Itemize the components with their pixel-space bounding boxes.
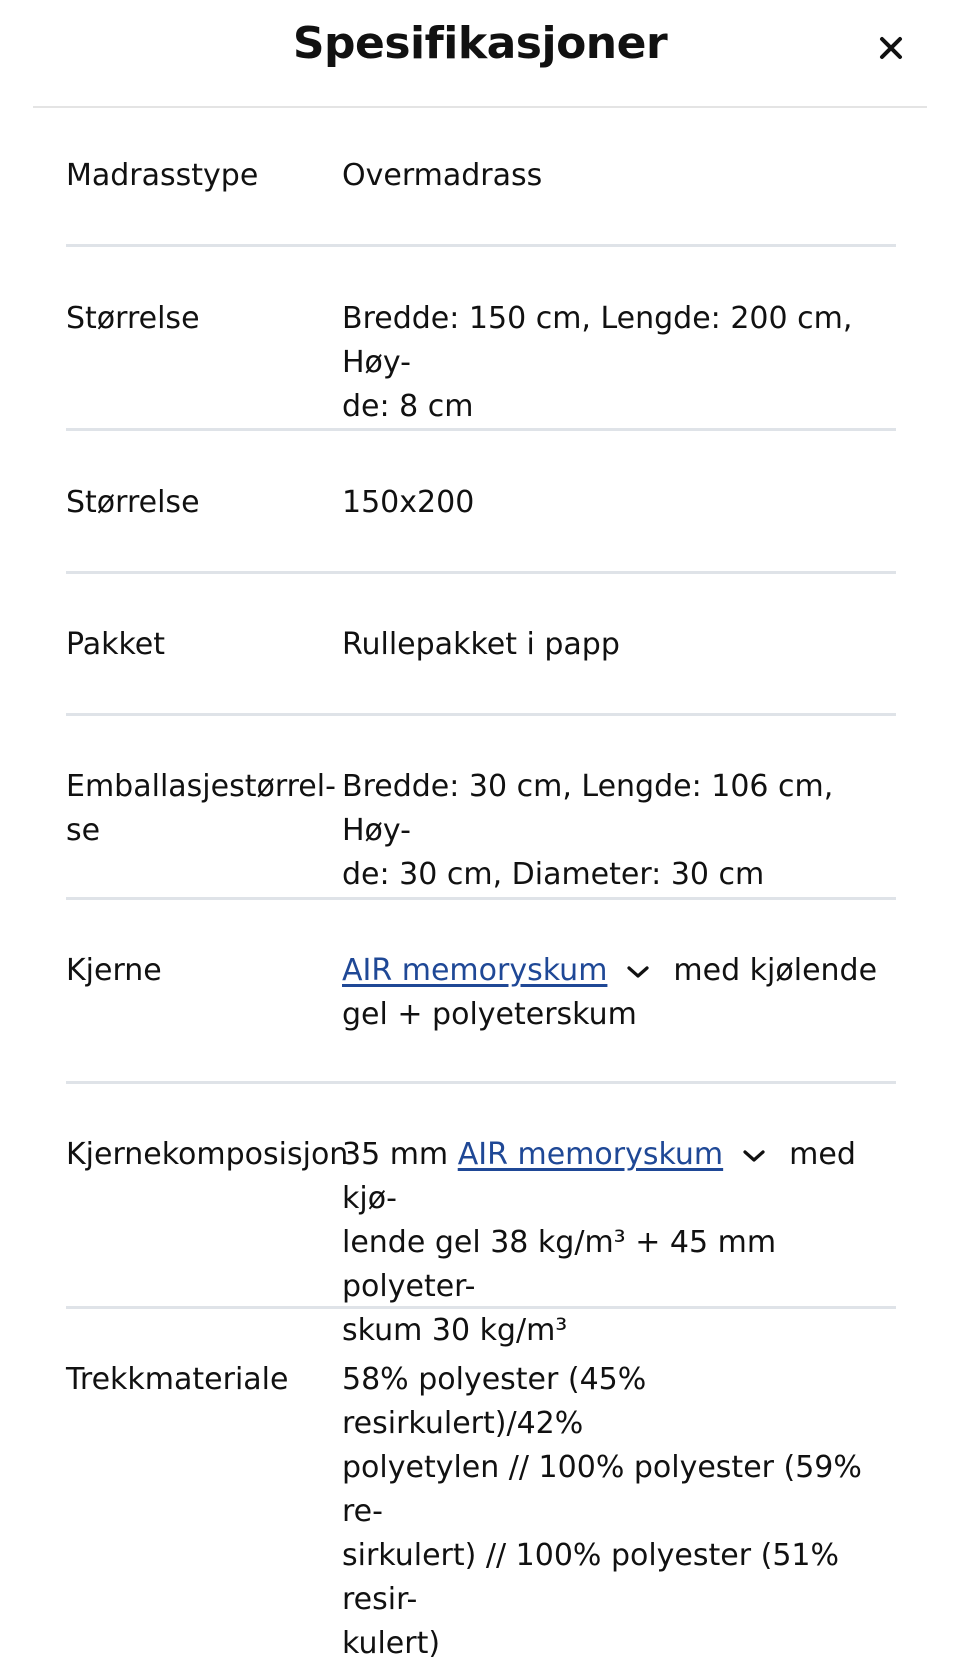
spec-label: Kjerne (66, 953, 162, 988)
spec-value-line: de: 8 cm (342, 389, 474, 424)
row-divider (66, 897, 896, 900)
spec-row-storrelse-2 (66, 481, 896, 525)
spec-row-madrasstype (66, 154, 896, 198)
air-memoryskum-link[interactable]: AIR memoryskum (457, 1137, 724, 1172)
spec-value-text: 35 mm (342, 1137, 449, 1172)
spec-row-storrelse (66, 297, 896, 429)
spec-value (342, 297, 896, 429)
spec-row-kjernekomposisjon (66, 1133, 896, 1353)
spec-value-line: lende gel 38 kg/m³ + 45 mm polyeter- (342, 1225, 777, 1304)
spec-value (342, 154, 896, 198)
spec-value-line: polyetylen // 100% polyester (59% re- (342, 1450, 862, 1529)
spec-value-line (342, 1133, 896, 1221)
spec-value-line: Overmadrass (342, 158, 543, 193)
spec-row-trekkmateriale (66, 1358, 896, 1666)
chevron-down-icon[interactable] (625, 963, 651, 981)
row-divider (66, 1081, 896, 1084)
spec-value-line: gel + polyeterskum (342, 997, 637, 1032)
spec-label: Størrelse (66, 485, 200, 520)
header-divider (33, 106, 927, 108)
spec-value-line: 150x200 (342, 485, 475, 520)
close-icon[interactable] (876, 33, 906, 63)
spec-row-kjerne (66, 949, 896, 1037)
spec-row-emballasjestorrelse (66, 765, 896, 897)
row-divider (66, 713, 896, 716)
spec-label-line: se (66, 813, 101, 848)
spec-value-line: Bredde: 30 cm, Lengde: 106 cm, Høy- (342, 769, 834, 848)
spec-label-line: Emballasjestørrel- (66, 769, 336, 804)
spec-value-line: Rullepakket i papp (342, 627, 620, 662)
spec-row-pakket (66, 623, 896, 667)
chevron-down-icon[interactable] (741, 1147, 767, 1165)
dialog-header (0, 0, 960, 108)
spec-value (342, 481, 896, 525)
spec-value-line: kulert) (342, 1626, 441, 1661)
spec-value-line: sirkulert) // 100% polyester (51% resir- (342, 1538, 839, 1617)
spec-value (342, 765, 896, 897)
spec-label: Pakket (66, 627, 166, 662)
page-title: Spesifikasjoner (292, 18, 668, 69)
spec-label (66, 765, 342, 897)
spec-value-line: Bredde: 150 cm, Lengde: 200 cm, Høy- (342, 301, 853, 380)
row-divider (66, 428, 896, 431)
spec-value-text: med kjølende (673, 953, 878, 988)
spec-value-line: 58% polyester (45% resirkulert)/42% (342, 1362, 647, 1441)
row-divider (66, 571, 896, 574)
spec-value (342, 623, 896, 667)
spec-value (342, 949, 896, 1037)
spec-label: Trekkmateriale (66, 1362, 289, 1397)
air-memoryskum-link[interactable]: AIR memoryskum (342, 953, 608, 988)
spec-value-line: de: 30 cm, Diameter: 30 cm (342, 857, 765, 892)
spec-value (342, 1133, 896, 1353)
spec-label: Størrelse (66, 301, 200, 336)
spec-value (342, 1358, 896, 1666)
row-divider (66, 244, 896, 247)
spec-value-line (342, 949, 896, 993)
spec-label: Madrasstype (66, 158, 259, 193)
spec-label: Kjernekomposisjon (66, 1137, 349, 1172)
spec-value-text: med kjø- (342, 1137, 856, 1216)
spec-value-line: skum 30 kg/m³ (342, 1313, 568, 1348)
row-divider (66, 1306, 896, 1309)
